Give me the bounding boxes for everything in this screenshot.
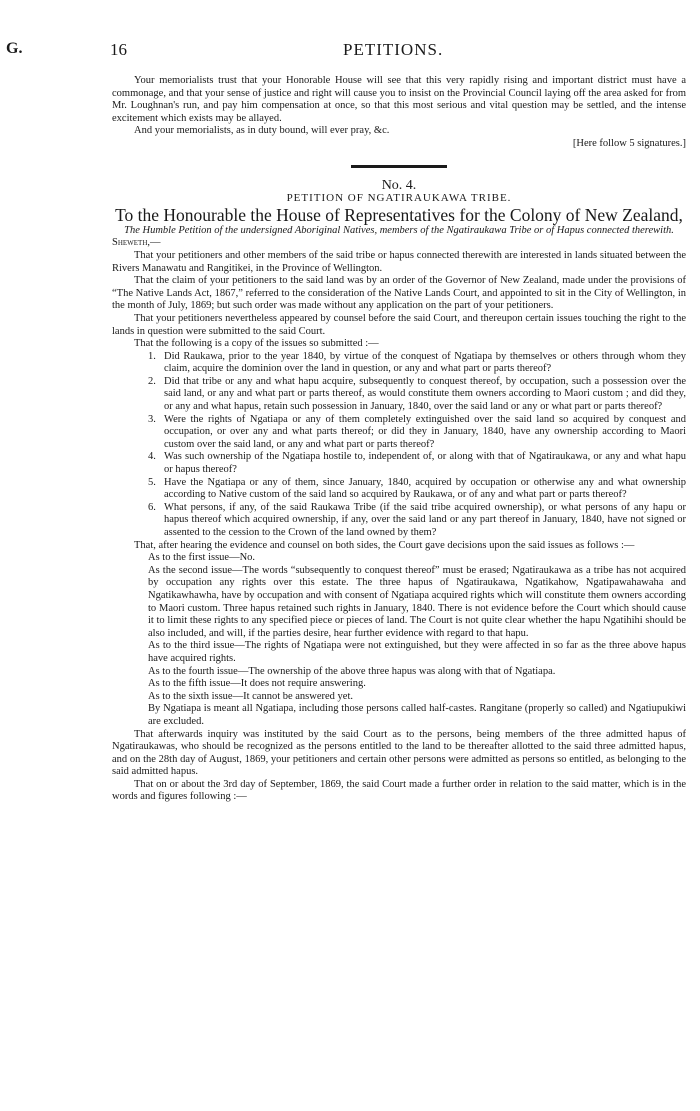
series-letter: G.	[6, 40, 23, 57]
paragraph-lands: That your petitioners and other members of the said tribe or hapus connected therewith are interested in lands situated between the Rivers Manawatu and Rangitikei, in the Province of Wellington.	[112, 249, 686, 274]
paragraph-issues-intro: That the following is a copy of the issues so submitted :—	[134, 338, 379, 350]
issue-number: 6.	[148, 501, 156, 513]
issue-number: 3.	[148, 413, 156, 425]
issue-number: 4.	[148, 451, 156, 463]
petition-number: No. 4.	[381, 177, 417, 193]
issue-text: Was such ownership of the Ngatiapa hostile to, independent of, or along with that of Ngatiraukawa, or any and what hapu or hapus thereof?	[164, 451, 686, 476]
issue-item	[112, 376, 686, 414]
issue-text: What persons, if any, of the said Raukawa Tribe (if the said tribe acquired ownership), or what persons of any hapu or hapus thereof which acquired ownership, if any, over the said land or any part thereof in January, 1840, have not signed or assented to the cession to the Crown of the land owned by them?	[164, 501, 686, 538]
issues-list	[112, 351, 686, 540]
decision-item: As to the fifth issue—It does not require answering.	[148, 678, 366, 690]
issue-item	[112, 502, 686, 540]
decision-item: As to the third issue—The rights of Ngatiapa were not extinguished, but they were affected in so far as the three above hapus have acquired rights.	[148, 640, 686, 664]
address-heading: To the Honourable the House of Representatives for the Colony of New Zealand,	[115, 204, 683, 225]
issue-item	[112, 477, 686, 502]
issue-item	[112, 414, 686, 452]
issue-text: Did Raukawa, prior to the year 1840, by virtue of the conquest of Ngatiapa by themselves or others through whom they claim, acquire the dominion over the land in question, or any and what part or parts thereof?	[164, 350, 686, 375]
decision-item: As to the fourth issue—The ownership of the above three hapus was along with that of Ngatiapa.	[148, 665, 556, 677]
issue-text: Were the rights of Ngatiapa or any of them completely extinguished over the said land so acquired by conquest and occupation, or over any and what parts thereof; or did they in January, 1840, have any ownership according to Maori custom over the said land, or any and what part or parts thereof?	[164, 413, 686, 450]
decision-item: As to the sixth issue—It cannot be answered yet.	[148, 690, 353, 702]
issue-item	[112, 451, 686, 476]
issue-number: 1.	[148, 350, 156, 362]
document-body	[112, 75, 686, 804]
sheweth-label: Sheweth,—	[112, 237, 161, 249]
decision-item: As to the first issue—No.	[148, 552, 256, 564]
running-title: PETITIONS.	[343, 40, 444, 59]
paragraph-counsel: That your petitioners nevertheless appeared by counsel before the said Court, and thereupon certain issues touching the right to the lands in question were submitted to the said Court.	[112, 312, 686, 337]
pray-line: And your memorialists, as in duty bound, will ever pray, &c.	[134, 125, 390, 137]
decision-item: By Ngatiapa is meant all Ngatiapa, including those persons called half-castes. Rangitane (properly so called) and Ngatiupukiwi are excluded.	[148, 703, 686, 727]
section-rule	[351, 165, 447, 168]
page-number: 16	[110, 40, 127, 59]
signatures-note: [Here follow 5 signatures.]	[572, 137, 686, 149]
paragraph-claim: That the claim of your petitioners to the said land was by an order of the Governor of New Zealand, made under the provisions of “The Native Lands Act, 1867,” referred to the consideration of the Native Lands Court, and appointed to sit in the City of Wellington, in the month of July, 1869; but such order was made without any application on the part of your petitioners.	[112, 275, 686, 312]
petition-title: PETITION OF NGATIRAUKAWA TRIBE.	[286, 192, 512, 205]
issue-item	[112, 351, 686, 376]
humble-petition-line: The Humble Petition of the undersigned Aboriginal Natives, members of the Ngatiraukawa Tribe or of Hapus connected therewith.	[124, 224, 674, 236]
paragraph-inquiry: That afterwards inquiry was instituted by the said Court as to the persons, being members of the three admitted hapus of Ngatiraukawas, who should be recognized as the persons entitled to the land to be thereafter allotted to the said three admitted hapus, and on the 28th day of August, 1869, your petitioners and certain other persons were admitted as persons so entitled, as belonging to the said admitted hapus.	[112, 728, 686, 778]
issue-number: 5.	[148, 476, 156, 488]
issue-text: Did that tribe or any and what hapu acquire, subsequently to conquest thereof, by occupation, such a possession over the said land, or any and what part or parts thereof, as would constitute them owners according to Maori custom ; and did they, or any and what hapus, retain such possession in January, 1840, over the said land or any or what part or parts thereof?	[164, 375, 686, 413]
paragraph-decisions-intro: That, after hearing the evidence and counsel on both sides, the Court gave decisions upon the said issues as follows :—	[134, 539, 635, 551]
decision-item: As the second issue—The words “subsequently to conquest thereof” must be erased; Ngatiraukawa as a tribe has not acquired by occupation any rights over this estate. The three hapus of Ngatiraukawa, Ngatikahow, Ngatipawahawaha and Ngatikawhawha, have by occupation and with consent of Ngatiapa acquired rights which will constitute them owners according to Maori custom. Three hapus retained such rights in January, 1840. There is not evidence before the Court which should cause it to limit these rights to any specified piece or pieces of land. The Court is not quite clear whether the hapu Ngatihihi should be also included, and will, if the parties desire, hear further evidence with regard to that hapu.	[148, 564, 686, 639]
paragraph-further-order: That on or about the 3rd day of September, 1869, the said Court made a further order in relation to the said matter, which is in the words and figures following :—	[112, 778, 686, 803]
issue-number: 2.	[148, 375, 156, 387]
issue-text: Have the Ngatiapa or any of them, since January, 1840, acquired by occupation or otherwise any and what ownership according to Native custom of the said land so acquired by Raukawa, or of any and what part or parts thereof?	[164, 476, 686, 501]
memorial-paragraph: Your memorialists trust that your Honorable House will see that this very rapidly rising and important district must have a commonage, and that your sense of justice and right will cause you to insist on the Provincial Council laying off the area asked for from Mr. Loughnan's run, and pay him compensation at once, so that this most serious and vital question may be settled, and the intense excitement which exists may be allayed.	[112, 75, 686, 124]
